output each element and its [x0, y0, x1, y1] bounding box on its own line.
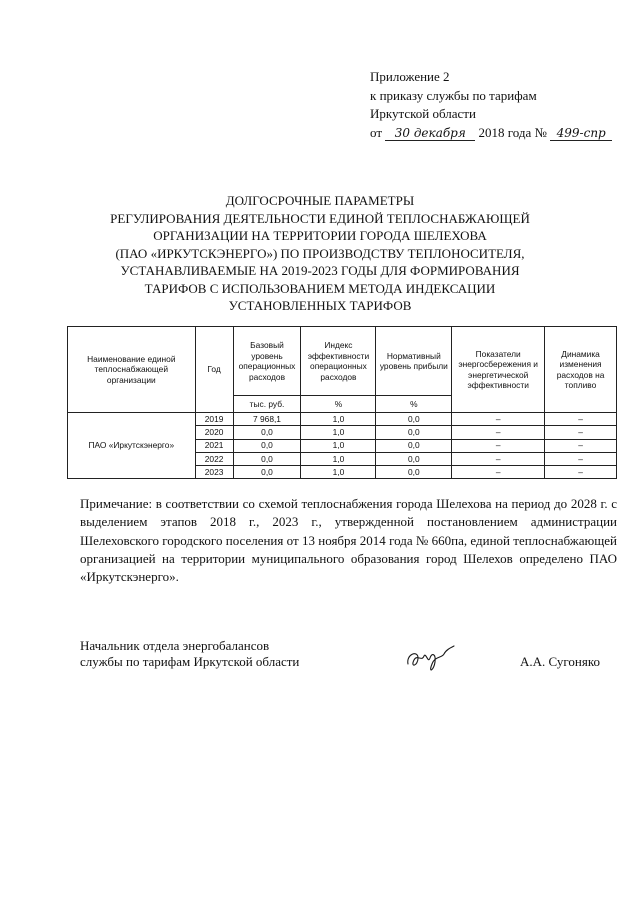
title-line: ДОЛГОСРОЧНЫЕ ПАРАМЕТРЫ	[225, 193, 415, 208]
appendix-date-line	[370, 124, 635, 143]
header-fuel-dynamics: Динамика изменения расходов на топливо	[545, 327, 617, 413]
title-line: УСТАНОВЛЕННЫХ ТАРИФОВ	[228, 298, 412, 313]
cell-year: 2019	[195, 413, 233, 426]
cell-energy-saving: –	[452, 413, 545, 426]
unit-profit-level: %	[376, 396, 452, 413]
title-line: ОРГАНИЗАЦИИ НА ТЕРРИТОРИИ ГОРОДА ШЕЛЕХОВА	[153, 228, 487, 243]
title-line: УСТАНАВЛИВАЕМЫЕ НА 2019-2023 ГОДЫ ДЛЯ ФОРМИРОВАНИЯ	[120, 263, 520, 278]
cell-year: 2020	[195, 426, 233, 439]
cell-efficiency-index: 1,0	[301, 452, 376, 465]
cell-energy-saving: –	[452, 426, 545, 439]
cell-profit-level: 0,0	[376, 439, 452, 452]
cell-base-opex: 0,0	[233, 452, 301, 465]
cell-energy-saving: –	[452, 439, 545, 452]
signer-position-line: Начальник отдела энергобалансов	[80, 638, 270, 653]
title-line: (ПАО «ИРКУТСКЭНЕРГО») ПО ПРОИЗВОДСТВУ ТЕПЛОНОСИТЕЛЯ,	[115, 245, 525, 261]
cell-efficiency-index: 1,0	[301, 426, 376, 439]
parameters-table	[67, 326, 617, 479]
date-suffix: 2018 года №	[478, 124, 547, 140]
cell-year: 2021	[195, 439, 233, 452]
signer-position	[80, 638, 370, 670]
header-energy-saving: Показатели энергосбережения и энергетической эффективности	[452, 327, 545, 413]
cell-fuel-dynamics: –	[545, 426, 617, 439]
cell-energy-saving: –	[452, 466, 545, 479]
organization-cell: ПАО «Иркутскэнерго»	[68, 413, 196, 479]
note-paragraph: Примечание: в соответствии со схемой теплоснабжения города Шелехова на период до 2028 г. с выделением этапов 2018 г., 2023 г., утвержденной постановлением администрации Шелеховского городского поселения от 13 ноября 2014 года № 660па, единой теплоснабжающей организацией на территории муниципального образования город Шелехов определено ПАО «Иркутскэнерго».	[80, 496, 617, 585]
cell-profit-level: 0,0	[376, 426, 452, 439]
signer-name: А.А. Сугоняко	[520, 654, 600, 669]
table-header-row	[68, 327, 617, 396]
cell-fuel-dynamics: –	[545, 413, 617, 426]
handwritten-order-number: 499-спр	[550, 126, 612, 141]
appendix-header	[370, 68, 635, 142]
cell-efficiency-index: 1,0	[301, 413, 376, 426]
cell-profit-level: 0,0	[376, 452, 452, 465]
appendix-label: Приложение 2	[370, 69, 450, 84]
appendix-region: Иркутской области	[370, 106, 476, 121]
title-line: ТАРИФОВ С ИСПОЛЬЗОВАНИЕМ МЕТОДА ИНДЕКСАЦИИ	[144, 280, 496, 296]
date-prefix: от	[370, 124, 383, 140]
header-year: Год	[195, 327, 233, 413]
signature-icon	[402, 642, 458, 678]
signer-position-line: службы по тарифам Иркутской области	[80, 654, 300, 669]
cell-base-opex: 7 968,1	[233, 413, 301, 426]
cell-base-opex: 0,0	[233, 439, 301, 452]
cell-efficiency-index: 1,0	[301, 439, 376, 452]
title-line: РЕГУЛИРОВАНИЯ ДЕЯТЕЛЬНОСТИ ЕДИНОЙ ТЕПЛОСНАБЖАЮЩЕЙ	[110, 210, 530, 226]
header-efficiency-index: Индекс эффективности операционных расходов	[301, 327, 376, 396]
cell-profit-level: 0,0	[376, 413, 452, 426]
cell-year: 2023	[195, 466, 233, 479]
cell-fuel-dynamics: –	[545, 452, 617, 465]
unit-base-opex: тыс. руб.	[233, 396, 301, 413]
cell-base-opex: 0,0	[233, 426, 301, 439]
table-row	[68, 413, 617, 426]
handwritten-date: 30 декабря	[385, 126, 475, 141]
header-profit-level: Нормативный уровень прибыли	[376, 327, 452, 396]
cell-efficiency-index: 1,0	[301, 466, 376, 479]
cell-fuel-dynamics: –	[545, 466, 617, 479]
appendix-order-ref: к приказу службы по тарифам	[370, 87, 537, 103]
header-organization: Наименование единой теплоснабжающей организации	[68, 327, 196, 413]
cell-fuel-dynamics: –	[545, 439, 617, 452]
document-title	[95, 192, 545, 315]
cell-year: 2022	[195, 452, 233, 465]
cell-base-opex: 0,0	[233, 466, 301, 479]
cell-energy-saving: –	[452, 452, 545, 465]
cell-profit-level: 0,0	[376, 466, 452, 479]
unit-efficiency-index: %	[301, 396, 376, 413]
header-base-opex: Базовый уровень операционных расходов	[233, 327, 301, 396]
